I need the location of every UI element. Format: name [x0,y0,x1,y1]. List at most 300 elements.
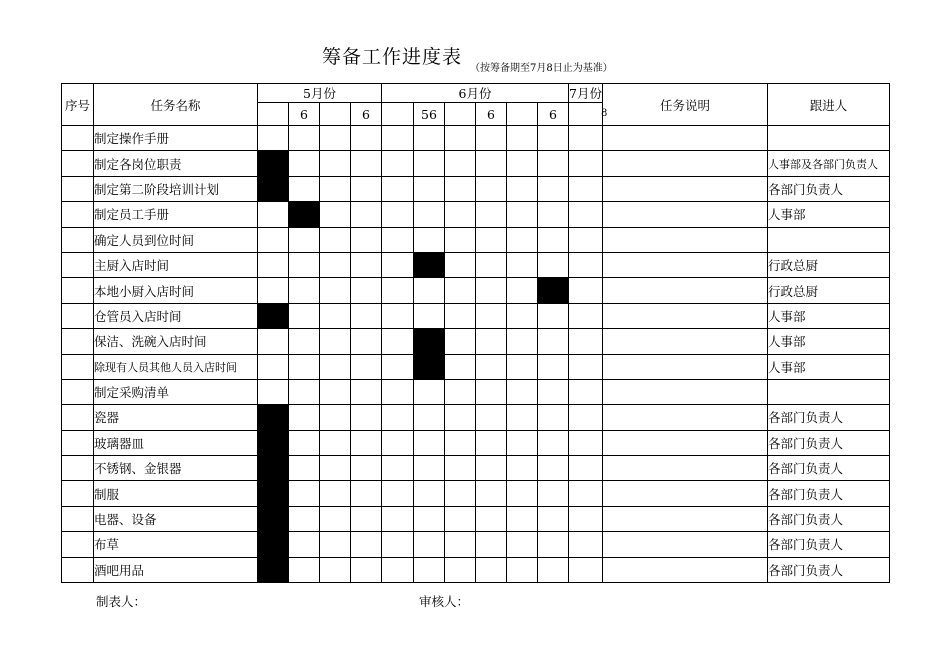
gantt-cell [538,202,569,227]
gantt-cell [507,557,538,582]
row-seq-cell [62,557,94,582]
gantt-cell [569,354,603,379]
gantt-cell [445,456,476,481]
table-row [62,303,890,328]
gantt-cell [414,456,445,481]
table-row [62,405,890,430]
task-description-cell [602,354,767,379]
gantt-cell [569,405,603,430]
gantt-cell [382,456,414,481]
day-label-overflow: 8 [601,108,608,119]
gantt-cell [445,354,476,379]
task-description-cell [602,278,767,303]
gantt-cell [445,202,476,227]
gantt-cell [382,430,414,455]
row-seq-cell [62,202,94,227]
gantt-cell [476,303,507,328]
table-row [62,506,890,531]
header-month-june: 6月份 [382,84,569,103]
gantt-bar-cell [258,176,289,201]
row-seq-cell [62,405,94,430]
task-description-cell [602,176,767,201]
gantt-cell [351,151,382,176]
gantt-bar-cell [258,405,289,430]
gantt-cell [320,532,351,557]
gantt-cell [476,557,507,582]
task-description-cell [602,405,767,430]
gantt-cell [507,456,538,481]
gantt-cell [289,176,320,201]
gantt-cell [476,126,507,151]
row-seq-cell [62,176,94,201]
task-description-cell [602,252,767,277]
gantt-cell [507,252,538,277]
gantt-cell [382,506,414,531]
day-label [507,103,538,126]
gantt-cell [351,379,382,404]
task-description-cell [602,430,767,455]
progress-table [61,83,890,583]
gantt-cell [476,379,507,404]
row-seq-cell [62,379,94,404]
table-row [62,329,890,354]
gantt-cell [382,303,414,328]
gantt-cell [538,176,569,201]
gantt-cell [414,481,445,506]
gantt-cell [569,430,603,455]
gantt-cell [569,329,603,354]
task-name-cell: 酒吧用品 [94,557,258,582]
gantt-cell [414,379,445,404]
owner-cell: 人事部 [767,329,889,354]
gantt-cell [382,405,414,430]
gantt-cell [538,354,569,379]
gantt-cell [476,202,507,227]
gantt-cell [289,506,320,531]
gantt-cell [569,506,603,531]
gantt-cell [351,329,382,354]
gantt-cell [320,430,351,455]
table-row [62,151,890,176]
gantt-cell [476,456,507,481]
gantt-cell [414,176,445,201]
gantt-cell [382,151,414,176]
gantt-bar-cell [414,354,445,379]
owner-cell: 各部门负责人 [767,405,889,430]
gantt-cell [445,329,476,354]
task-description-cell [602,506,767,531]
gantt-cell [476,252,507,277]
gantt-cell [289,151,320,176]
prepared-by-label: 制表人： [96,594,147,609]
gantt-cell [320,202,351,227]
gantt-cell [445,379,476,404]
gantt-cell [569,557,603,582]
gantt-cell [320,303,351,328]
gantt-cell [476,532,507,557]
day-label [382,103,414,126]
gantt-cell [445,176,476,201]
gantt-cell [538,557,569,582]
gantt-cell [382,126,414,151]
gantt-cell [351,303,382,328]
gantt-cell [507,151,538,176]
gantt-cell [351,532,382,557]
gantt-cell [320,176,351,201]
gantt-cell [289,481,320,506]
owner-cell: 行政总厨 [767,278,889,303]
owner-cell: 各部门负责人 [767,430,889,455]
gantt-cell [569,532,603,557]
gantt-cell [445,227,476,252]
gantt-cell [320,354,351,379]
gantt-cell [507,278,538,303]
gantt-cell [538,303,569,328]
gantt-cell [351,430,382,455]
task-description-cell [602,532,767,557]
gantt-cell [351,227,382,252]
gantt-cell [351,126,382,151]
gantt-cell [320,481,351,506]
gantt-cell [538,456,569,481]
task-name-cell: 制定操作手册 [94,126,258,151]
gantt-cell [414,532,445,557]
gantt-cell [382,354,414,379]
task-description-cell [602,456,767,481]
page-title: 筹备工作进度表 [322,46,463,68]
day-label: 6 [538,103,569,126]
task-name-cell: 主厨入店时间 [94,252,258,277]
gantt-cell [258,329,289,354]
page-subtitle: （按筹备期至7月8日止为基准） [470,63,613,74]
row-seq-cell [62,532,94,557]
task-name-cell: 保洁、洗碗入店时间 [94,329,258,354]
gantt-cell [289,126,320,151]
gantt-cell [476,430,507,455]
gantt-cell [538,379,569,404]
owner-cell: 各部门负责人 [767,481,889,506]
gantt-cell [476,354,507,379]
gantt-bar-cell [258,557,289,582]
task-description-cell [602,329,767,354]
owner-cell: 各部门负责人 [767,176,889,201]
table-row [62,532,890,557]
gantt-cell [476,329,507,354]
task-name-cell: 制定员工手册 [94,202,258,227]
header-month-may: 5月份 [258,84,382,103]
gantt-cell [320,227,351,252]
gantt-cell [382,278,414,303]
table-row [62,354,890,379]
gantt-cell [414,227,445,252]
task-name-cell: 瓷器 [94,405,258,430]
gantt-cell [538,227,569,252]
gantt-cell [414,303,445,328]
gantt-cell [507,329,538,354]
owner-cell: 人事部 [767,202,889,227]
gantt-bar-cell [258,481,289,506]
gantt-cell [351,405,382,430]
gantt-cell [320,151,351,176]
gantt-bar-cell [258,456,289,481]
day-label: 6 [476,103,507,126]
gantt-cell [320,557,351,582]
gantt-cell [382,227,414,252]
gantt-cell [445,126,476,151]
day-label: 6 [289,103,320,126]
gantt-cell [538,430,569,455]
gantt-cell [414,202,445,227]
gantt-cell [476,278,507,303]
task-name-cell: 电器、设备 [94,506,258,531]
gantt-cell [445,151,476,176]
table-row [62,126,890,151]
gantt-cell [476,506,507,531]
table-row [62,202,890,227]
owner-cell: 各部门负责人 [767,532,889,557]
owner-cell: 各部门负责人 [767,456,889,481]
gantt-cell [507,227,538,252]
gantt-cell [320,379,351,404]
gantt-cell [320,252,351,277]
gantt-cell [289,379,320,404]
gantt-cell [351,252,382,277]
day-label [258,103,289,126]
row-seq-cell [62,481,94,506]
task-name-cell: 确定人员到位时间 [94,227,258,252]
gantt-cell [289,456,320,481]
gantt-cell [538,151,569,176]
task-description-cell [602,151,767,176]
gantt-cell [320,405,351,430]
gantt-cell [414,151,445,176]
gantt-bar-cell [289,202,320,227]
gantt-cell [569,379,603,404]
gantt-cell [445,557,476,582]
gantt-cell [414,126,445,151]
gantt-cell [382,532,414,557]
gantt-cell [289,532,320,557]
gantt-cell [351,354,382,379]
gantt-cell [445,532,476,557]
gantt-cell [258,354,289,379]
gantt-bar-cell [258,532,289,557]
day-label: 56 [414,103,445,126]
task-description-cell [602,303,767,328]
header-task-name: 任务名称 [94,84,258,126]
gantt-cell [414,557,445,582]
gantt-cell [351,202,382,227]
owner-cell [767,126,889,151]
row-seq-cell [62,303,94,328]
day-label [320,103,351,126]
gantt-cell [538,405,569,430]
owner-cell: 人事部及各部门负责人 [767,151,889,176]
owner-cell [767,227,889,252]
gantt-cell [320,506,351,531]
header-description: 任务说明 [602,84,767,126]
task-name-cell: 玻璃器皿 [94,430,258,455]
gantt-cell [569,481,603,506]
gantt-cell [382,202,414,227]
gantt-cell [476,151,507,176]
reviewed-by-label: 审核人： [419,594,470,609]
row-seq-cell [62,252,94,277]
gantt-bar-cell [538,278,569,303]
gantt-cell [445,430,476,455]
table-row [62,456,890,481]
gantt-cell [569,176,603,201]
gantt-cell [414,430,445,455]
row-seq-cell [62,151,94,176]
gantt-cell [382,481,414,506]
owner-cell: 人事部 [767,354,889,379]
gantt-cell [445,506,476,531]
gantt-cell [507,532,538,557]
gantt-cell [289,303,320,328]
row-seq-cell [62,506,94,531]
gantt-cell [507,430,538,455]
gantt-cell [320,456,351,481]
gantt-cell [476,481,507,506]
owner-cell: 人事部 [767,303,889,328]
gantt-cell [507,303,538,328]
gantt-cell [258,126,289,151]
task-name-cell: 制定各岗位职责 [94,151,258,176]
gantt-cell [382,329,414,354]
owner-cell: 行政总厨 [767,252,889,277]
gantt-cell [289,227,320,252]
gantt-cell [507,405,538,430]
gantt-cell [289,405,320,430]
table-row [62,557,890,582]
gantt-cell [289,430,320,455]
gantt-cell [351,481,382,506]
table-row [62,176,890,201]
gantt-cell [538,329,569,354]
gantt-cell [538,252,569,277]
gantt-cell [258,202,289,227]
gantt-cell [507,354,538,379]
gantt-cell [507,379,538,404]
gantt-bar-cell [258,506,289,531]
gantt-cell [258,278,289,303]
gantt-cell [382,252,414,277]
task-name-cell: 制服 [94,481,258,506]
gantt-cell [258,227,289,252]
owner-cell: 各部门负责人 [767,557,889,582]
header-owner: 跟进人 [767,84,889,126]
row-seq-cell [62,329,94,354]
gantt-bar-cell [258,430,289,455]
gantt-cell [258,252,289,277]
gantt-cell [507,481,538,506]
owner-cell [767,379,889,404]
day-label: 6 [351,103,382,126]
gantt-cell [289,354,320,379]
task-name-cell: 不锈钢、金银器 [94,456,258,481]
day-label [445,103,476,126]
gantt-bar-cell [414,252,445,277]
gantt-bar-cell [258,151,289,176]
row-seq-cell [62,126,94,151]
task-name-cell: 制定第二阶段培训计划 [94,176,258,201]
gantt-cell [289,278,320,303]
gantt-cell [538,532,569,557]
row-seq-cell [62,278,94,303]
gantt-cell [507,126,538,151]
gantt-cell [351,506,382,531]
gantt-cell [414,506,445,531]
gantt-cell [414,405,445,430]
gantt-cell [445,303,476,328]
task-name-cell: 仓管员入店时间 [94,303,258,328]
task-name-cell: 布草 [94,532,258,557]
table-row [62,379,890,404]
gantt-cell [569,303,603,328]
gantt-cell [289,252,320,277]
task-description-cell [602,227,767,252]
gantt-cell [320,126,351,151]
gantt-cell [476,176,507,201]
day-label [569,103,603,126]
table-row [62,252,890,277]
gantt-bar-cell [414,329,445,354]
gantt-cell [476,227,507,252]
task-name-cell: 除现有人员其他人员入店时间 [94,354,258,379]
gantt-cell [445,405,476,430]
gantt-cell [445,481,476,506]
gantt-cell [320,278,351,303]
gantt-cell [289,329,320,354]
table-row [62,278,890,303]
gantt-cell [569,252,603,277]
gantt-cell [569,278,603,303]
task-description-cell [602,557,767,582]
gantt-cell [538,126,569,151]
gantt-cell [569,202,603,227]
gantt-cell [382,557,414,582]
gantt-cell [289,557,320,582]
task-description-cell [602,379,767,404]
table-row [62,430,890,455]
gantt-cell [538,506,569,531]
owner-cell: 各部门负责人 [767,506,889,531]
gantt-cell [382,176,414,201]
gantt-cell [476,405,507,430]
gantt-cell [351,176,382,201]
table-row [62,481,890,506]
gantt-cell [351,557,382,582]
row-seq-cell [62,456,94,481]
gantt-cell [507,176,538,201]
task-name-cell: 本地小厨入店时间 [94,278,258,303]
gantt-cell [445,278,476,303]
task-name-cell: 制定采购清单 [94,379,258,404]
gantt-bar-cell [258,303,289,328]
gantt-cell [320,329,351,354]
header-seq: 序号 [62,84,94,126]
gantt-cell [382,379,414,404]
task-description-cell [602,481,767,506]
gantt-cell [569,456,603,481]
gantt-cell [258,379,289,404]
task-description-cell [602,202,767,227]
gantt-cell [569,126,603,151]
header-month-july: 7月份 [569,84,603,103]
row-seq-cell [62,430,94,455]
gantt-cell [569,151,603,176]
